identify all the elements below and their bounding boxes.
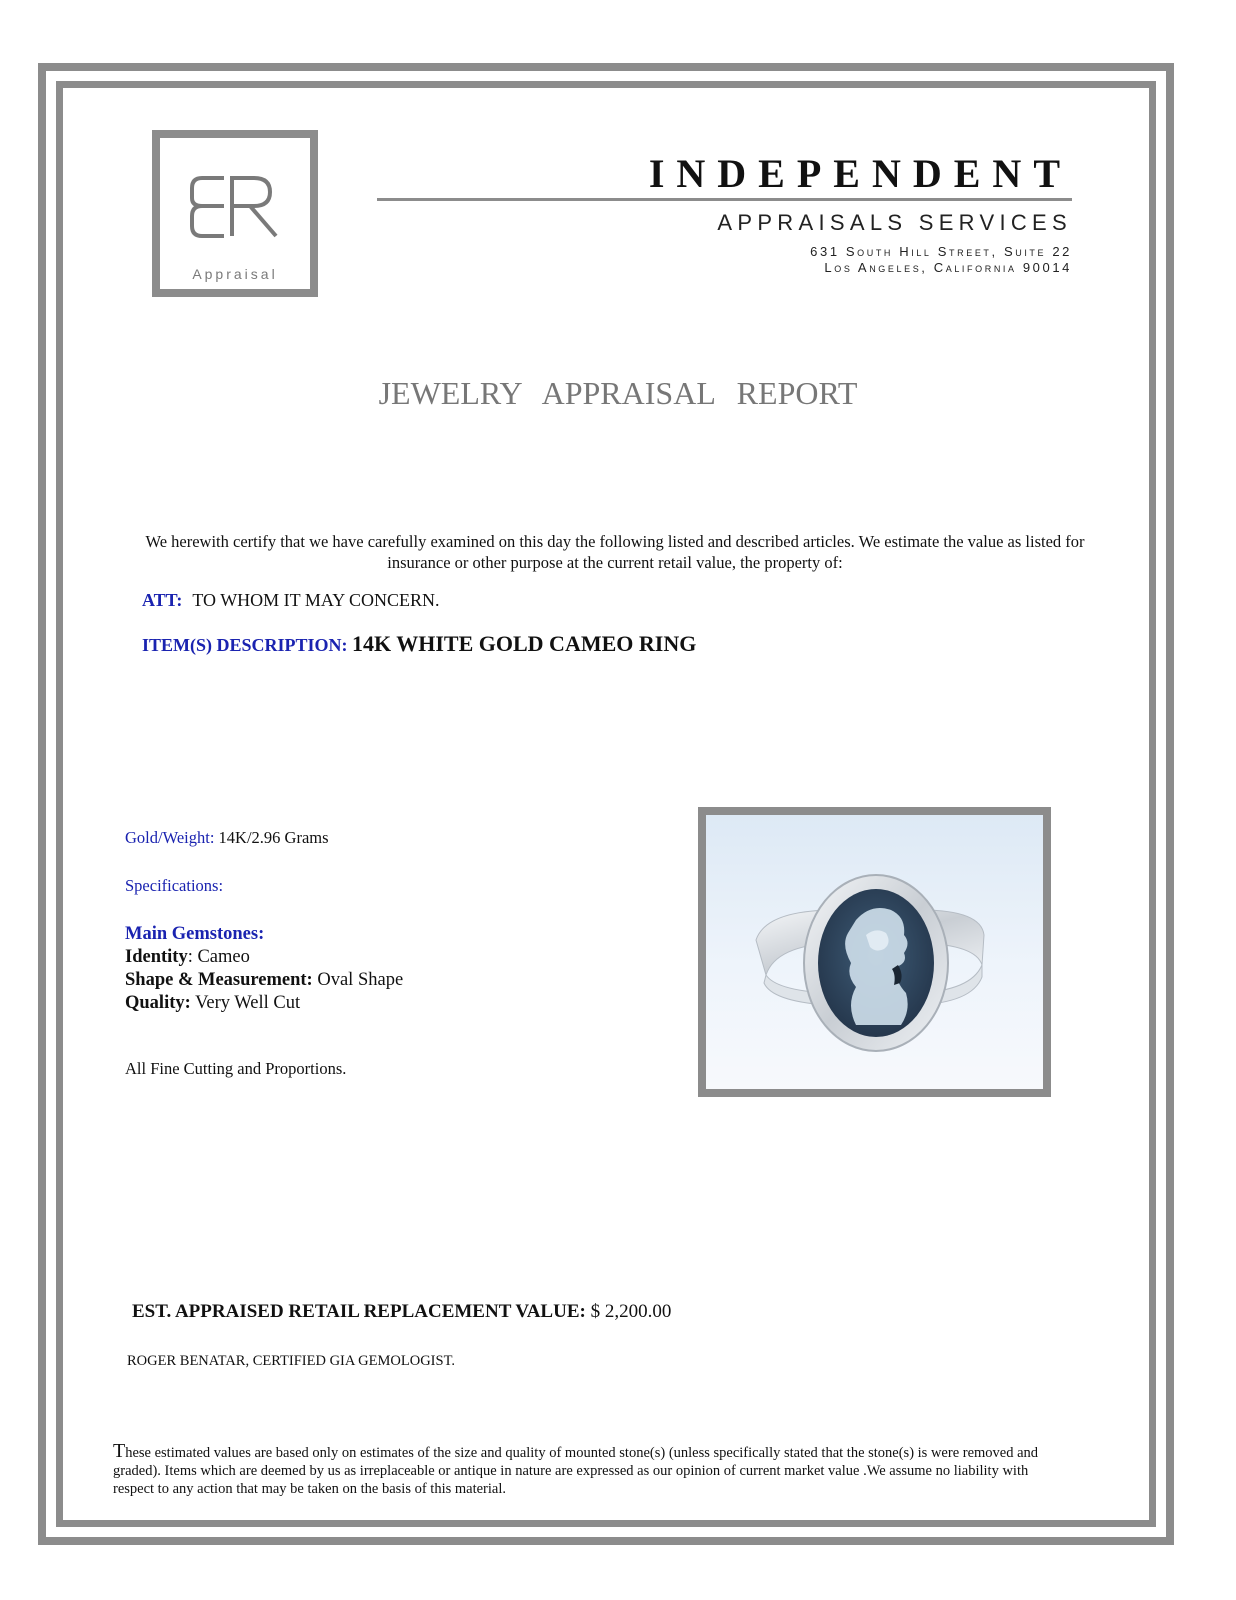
item-label: ITEM(S) DESCRIPTION: bbox=[142, 635, 348, 655]
company-name: INDEPENDENT bbox=[648, 151, 1072, 196]
company-logo bbox=[152, 130, 318, 297]
shape-value: Oval Shape bbox=[317, 970, 404, 990]
quality-row bbox=[125, 993, 300, 1014]
item-value: 14K WHITE GOLD CAMEO RING bbox=[352, 631, 697, 656]
identity-row bbox=[125, 947, 250, 968]
shape-label: Shape & Measurement: bbox=[125, 970, 313, 990]
gold-weight-value: 14K/2.96 Grams bbox=[218, 828, 329, 847]
address-line-2: Los Angeles, California 90014 bbox=[824, 260, 1072, 275]
identity-label: Identity bbox=[125, 947, 188, 967]
disclaimer bbox=[113, 1442, 1043, 1498]
report-title: JEWELRY APPRAISAL REPORT bbox=[378, 375, 858, 411]
appraised-value-amount: $ 2,200.00 bbox=[590, 1301, 672, 1322]
cameo-ring-image bbox=[706, 815, 1043, 1089]
quality-label: Quality: bbox=[125, 993, 191, 1013]
ring-photo bbox=[698, 807, 1051, 1097]
cutting-note: All Fine Cutting and Proportions. bbox=[125, 1059, 347, 1078]
specifications-label: Specifications: bbox=[125, 876, 224, 895]
er-monogram-icon bbox=[188, 172, 284, 242]
att-label: ATT: bbox=[142, 590, 183, 610]
attention-line bbox=[142, 590, 440, 611]
address-line-1: 631 South Hill Street, Suite 22 bbox=[810, 244, 1072, 259]
logo-subtitle: Appraisal bbox=[192, 266, 278, 282]
certification-text: We herewith certify that we have carefully examined on this day the following listed and described articles. We estimate the value as listed for insurance or other purpose at the current retail value, the property of: bbox=[145, 532, 1085, 572]
disclaimer-initial: T bbox=[113, 1440, 126, 1462]
disclaimer-text: hese estimated values are based only on estimates of the size and quality of mounted stone(s) (unless specifically stated that the stone(s) is were removed and graded). Items which are deemed by us as irreplaceable or antique in nature are expressed as our opinion of current market value .We assume no liability with respect to any action that may be taken on the basis of this material. bbox=[113, 1445, 1039, 1497]
main-gemstones-heading: Main Gemstones: bbox=[125, 924, 265, 944]
signer-name: ROGER BENATAR, CERTIFIED GIA GEMOLOGIST. bbox=[127, 1353, 455, 1369]
gold-weight bbox=[125, 828, 329, 848]
quality-value: Very Well Cut bbox=[195, 993, 301, 1013]
item-description bbox=[142, 631, 696, 657]
appraised-value bbox=[132, 1301, 671, 1323]
header-divider bbox=[377, 198, 1072, 201]
appraised-value-label: EST. APPRAISED RETAIL REPLACEMENT VALUE: bbox=[132, 1301, 586, 1322]
identity-value: : Cameo bbox=[187, 947, 250, 967]
gold-weight-label: Gold/Weight: bbox=[125, 828, 215, 847]
att-value: TO WHOM IT MAY CONCERN. bbox=[192, 590, 440, 610]
company-subtitle: APPRAISALS SERVICES bbox=[717, 210, 1072, 235]
shape-row bbox=[125, 970, 403, 991]
